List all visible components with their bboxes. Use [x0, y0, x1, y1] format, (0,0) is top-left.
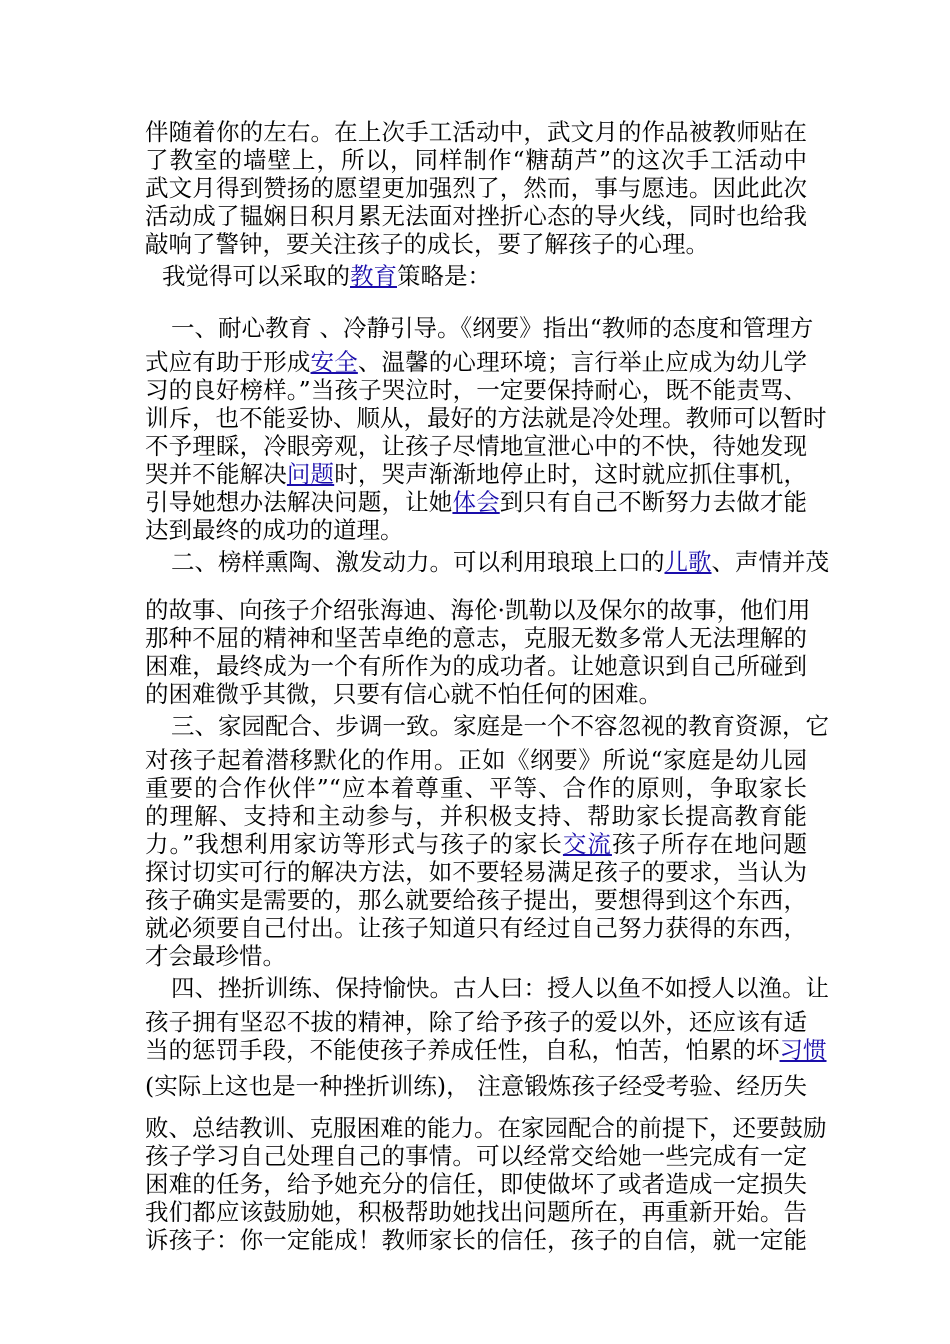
text-span: 就必须要自己付出。让孩子知道只有经过自己努力获得的东西，	[145, 914, 807, 942]
text-line	[145, 376, 807, 404]
text-span: 的故事、向孩子介绍张海迪、海伦·凯勒以及保尔的故事，他们用	[145, 596, 811, 624]
text-line	[145, 404, 827, 432]
text-line	[145, 202, 807, 230]
text-span: 敲响了警钟，要关注孩子的成长，要了解孩子的心理。	[145, 230, 709, 258]
text-line	[145, 146, 807, 174]
text-span: 孩子所存在地问题	[611, 830, 808, 858]
text-span: 那种不屈的精神和坚苦卓绝的意志，克服无数多常人无法理解的	[145, 624, 807, 652]
inline-link[interactable]: 交流	[562, 830, 612, 858]
text-line	[145, 174, 807, 202]
text-line	[171, 314, 814, 342]
text-span: 的理解、支持和主动参与，并积极支持、帮助家长提高教育能	[145, 802, 807, 830]
inline-link[interactable]: 习惯	[779, 1036, 827, 1064]
text-span: 达到最终的成功的道理。	[145, 516, 404, 544]
text-span: 了教室的墙壁上，所以，同样制作“糖葫芦”的这次手工活动中	[145, 146, 807, 174]
inline-link[interactable]: 儿歌	[664, 548, 712, 576]
text-span: 孩子确实是需要的，那么就要给孩子提出，要想得到这个东西，	[145, 886, 807, 914]
text-line	[145, 348, 807, 376]
text-span: 诉孩子：你一定能成！教师家长的信任，孩子的自信，就一定能	[145, 1226, 807, 1254]
text-line	[145, 1036, 827, 1064]
text-line	[171, 548, 829, 576]
text-span: 一、耐心教育 、冷静引导。《纲要》指出“教师的态度和管理方	[171, 314, 814, 342]
text-line	[145, 680, 807, 708]
text-line	[145, 858, 807, 886]
text-span: 当的惩罚手段，不能使孩子养成任性，自私，怕苦，怕累的坏	[145, 1036, 780, 1064]
text-line	[145, 1142, 807, 1170]
text-span: 式应有助于形成	[145, 348, 311, 376]
text-span: 习的良好榜样。”当孩子哭泣时，一定要保持耐心，既不能责骂、	[145, 376, 807, 404]
text-line	[145, 1072, 807, 1100]
text-span: 我觉得可以采取的	[162, 262, 350, 290]
text-span: 引导她想办法解决问题，让她	[145, 488, 453, 516]
text-span: 困难，最终成为一个有所作为的成功者。让她意识到自己所碰到	[145, 652, 807, 680]
text-span: 武文月得到赞扬的愿望更加强烈了，然而，事与愿违。因此此次	[145, 174, 807, 202]
text-span: (实际上这也是一种挫折训练)， 注意锻炼孩子经受考验、经历失	[145, 1072, 807, 1100]
text-line	[145, 830, 807, 858]
text-line	[145, 516, 807, 544]
text-span: 困难的任务，给予她充分的信任，即使做坏了或者造成一定损失	[145, 1170, 807, 1198]
text-line	[145, 1114, 827, 1142]
text-span: 训斥，也不能妥协、顺从，最好的方法就是冷处理。教师可以暂时	[145, 404, 827, 432]
text-line	[145, 746, 807, 774]
inline-link[interactable]: 体会	[452, 488, 500, 516]
text-span: 四、挫折训练、保持愉快。古人曰：授人以鱼不如授人以渔。让	[171, 974, 829, 1002]
text-span: 时，哭声渐渐地停止时，这时就应抓住事机，	[334, 460, 808, 488]
text-line	[145, 774, 807, 802]
text-line	[145, 488, 807, 516]
text-span: 策略是：	[397, 262, 491, 290]
text-span: 探讨切实可行的解决方法，如不要轻易满足孩子的要求，当认为	[145, 858, 807, 886]
text-line	[145, 596, 811, 624]
text-line	[145, 118, 807, 146]
text-line	[145, 802, 807, 830]
text-span: 孩子拥有坚忍不拔的精神，除了给予孩子的爱以外，还应该有适	[145, 1008, 807, 1036]
text-line	[171, 712, 829, 740]
text-span: 败、总结教训、克服困难的能力。在家园配合的前提下，还要鼓励	[145, 1114, 827, 1142]
text-line	[145, 432, 807, 460]
text-span: 力。”我想利用家访等形式与孩子的家长	[145, 830, 563, 858]
text-span: 我们都应该鼓励她，积极帮助她找出问题所在，再重新开始。告	[145, 1198, 807, 1226]
text-line	[145, 624, 807, 652]
text-span: 不予理睬，冷眼旁观，让孩子尽情地宣泄心中的不快，待她发现	[145, 432, 807, 460]
text-line	[145, 1170, 807, 1198]
text-span: 孩子学习自己处理自己的事情。可以经常交给她一些完成有一定	[145, 1142, 807, 1170]
text-line	[145, 942, 807, 970]
text-span: 伴随着你的左右。在上次手工活动中，武文月的作品被教师贴在	[145, 118, 807, 146]
text-line	[171, 974, 829, 1002]
text-span: 重要的合作伙伴”“应本着尊重、平等、合作的原则，争取家长	[145, 774, 807, 802]
inline-link[interactable]: 教育	[350, 262, 397, 290]
text-line	[145, 1198, 807, 1226]
inline-link[interactable]: 安全	[310, 348, 358, 376]
text-line	[145, 460, 807, 488]
text-span: 的困难微乎其微，只要有信心就不怕任何的困难。	[145, 680, 662, 708]
text-line	[145, 230, 807, 258]
text-span: 到只有自己不断努力去做才能	[499, 488, 808, 516]
text-span: 对孩子起着潜移默化的作用。正如《纲要》所说“家庭是幼儿园	[145, 746, 807, 774]
text-line	[145, 914, 807, 942]
text-span: 才会最珍惜。	[145, 942, 286, 970]
text-line	[145, 1008, 807, 1036]
text-line	[162, 262, 807, 290]
text-span: 哭并不能解决	[145, 460, 287, 488]
text-line	[145, 886, 807, 914]
text-span: 三、家园配合、步调一致。家庭是一个不容忽视的教育资源，它	[171, 712, 829, 740]
text-span: 活动成了韫娴日积月累无法面对挫折心态的导火线，同时也给我	[145, 202, 807, 230]
inline-link[interactable]: 问题	[286, 460, 335, 488]
text-line	[145, 1226, 807, 1254]
text-line	[145, 652, 807, 680]
text-span: 、声情并茂	[711, 548, 829, 576]
text-span: 二、榜样熏陶、激发动力。可以利用琅琅上口的	[171, 548, 665, 576]
text-span: 、温馨的心理环境；言行举止应成为幼儿学	[357, 348, 808, 376]
